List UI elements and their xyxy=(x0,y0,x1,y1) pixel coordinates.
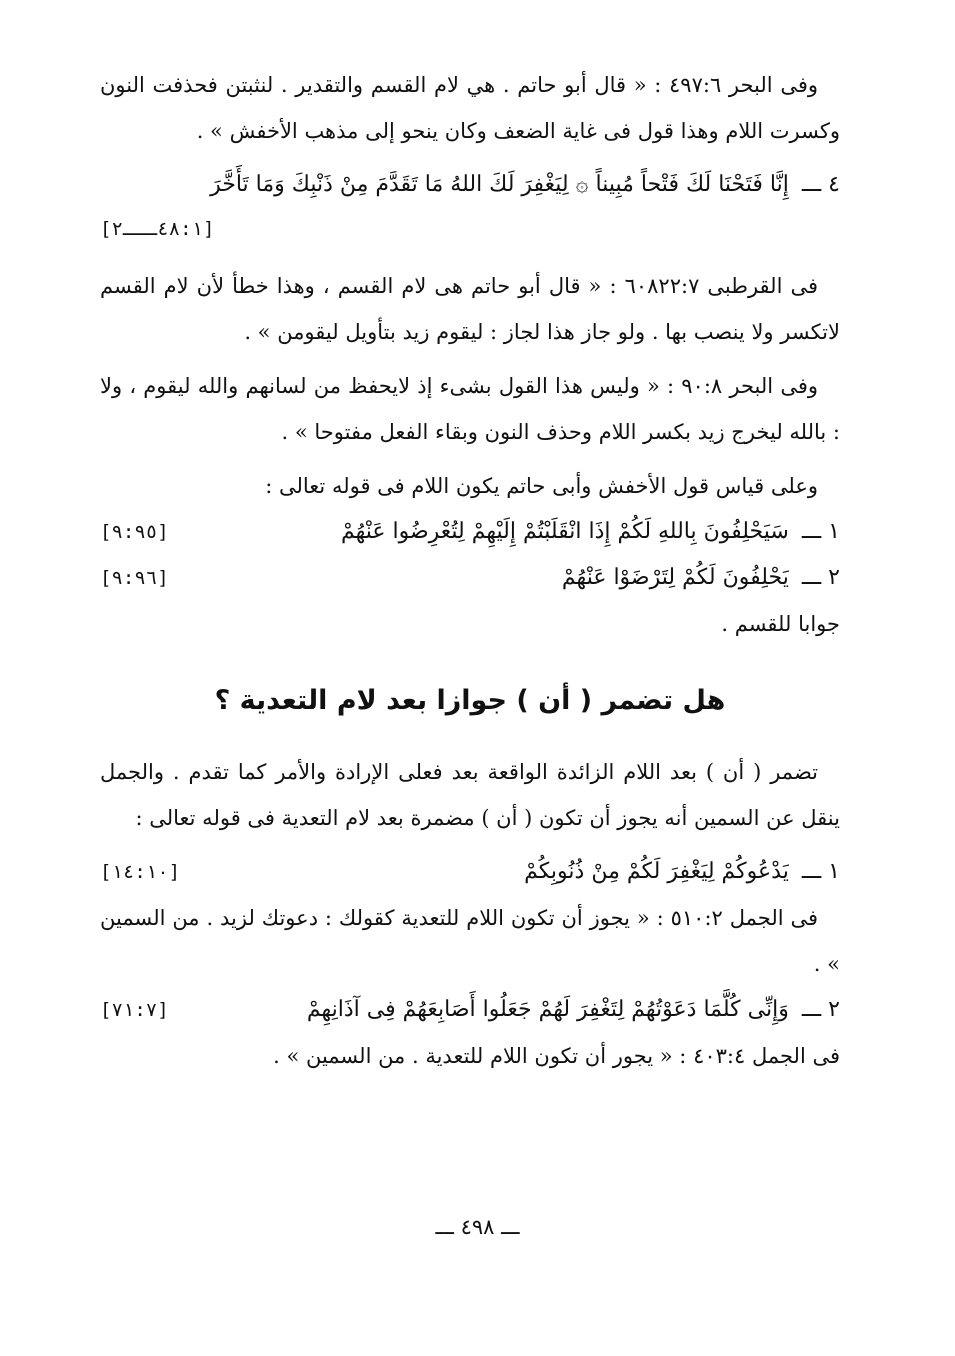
verse-text: سَيَحْلِفُونَ بِاللهِ لَكُمْ إِذَا انْقَلَبْتُمْ إِلَيْهِمْ لِتُعْرِضُوا عَنْهُمْ xyxy=(340,519,789,544)
verse-line xyxy=(341,509,840,555)
verse-text: وَإِنِّى كُلَّمَا دَعَوْتُهُمْ لِتَغْفِرَ لَهُمْ جَعَلُوا أَصَابِعَهُمْ فِى آذَانِهِمْ xyxy=(306,997,789,1022)
verse-reference: [١٤:١٠] xyxy=(100,861,181,883)
paragraph-bahr-1: وفى البحر ٤٩٧:٦ : « قال أبو حاتم . هي لام القسم والتقدير . لنثبتن فحذفت النون وكسرت اللام وهذا قول فى غاية الضعف وكان ينحو إلى مذهب الأخفش » . xyxy=(100,73,840,143)
verse-reference: [٧١:٧] xyxy=(100,999,169,1021)
verse-reference: [٩:٩٦] xyxy=(100,567,169,589)
verse-number: ٤ ـــ xyxy=(801,172,840,197)
verse-71-7 xyxy=(100,987,840,1033)
paragraph-jamal-2: فى الجمل ٤٠٣:٤ : « يجور أن تكون اللام للتعدية . من السمين » . xyxy=(273,1044,840,1068)
verse-line xyxy=(307,987,840,1033)
verse-14-10 xyxy=(100,849,840,895)
verse-number: ١ ـــ xyxy=(801,859,840,884)
verse-line xyxy=(562,555,840,601)
verse-48-1-2 xyxy=(100,162,840,208)
paragraph-bahr-2: وفى البحر ٩٠:٨ : « وليس هذا القول بشىء إذ لايحفظ من لسانهم والله ليقوم ، ولا : بالله ليخرج زيد بكسر اللام وحذف النون وبقاء الفعل مفتوحا » . xyxy=(100,374,840,444)
paragraph-qurtubi: فى القرطبى ٦٠٨٢٢:٧ : « قال أبو حاتم هى لام القسم ، وهذا خطأ لأن لام القسم لاتكسر ولا ينصب بها . ولو جاز هذا لجاز : ليقوم زيد بتأويل ليقومن » . xyxy=(100,274,840,344)
verse-9-95 xyxy=(100,509,840,555)
paragraph-jamal-1: فى الجمل ٥١٠:٢ : « يجوز أن تكون اللام للتعدية كقولك : دعوتك لزيد . من السمين » . xyxy=(100,906,840,976)
verse-number: ٢ ـــ xyxy=(801,997,840,1022)
verse-line xyxy=(524,849,840,895)
section-heading: هل تضمر ( أن ) جوازا بعد لام التعدية ؟ xyxy=(214,685,726,716)
verse-number: ٢ ـــ xyxy=(801,565,840,590)
verse-9-96 xyxy=(100,555,840,601)
verse-reference: [٩:٩٥] xyxy=(100,521,169,543)
paragraph-jawab: جوابا للقسم . xyxy=(721,612,840,636)
verse-text: إِنَّا فَتَحْنَا لَكَ فَتْحاً مُبِيناً ۞ لِيَغْفِرَ لَكَ اللهُ مَا تَقَدَّمَ مِنْ ذَنْبِكَ وَمَا تَأَخَّرَ xyxy=(210,172,789,197)
verse-text: يَحْلِفُونَ لَكُمْ لِتَرْضَوْا عَنْهُمْ xyxy=(561,565,789,590)
verse-line xyxy=(210,162,840,208)
page-number: ـــ ٤٩٨ ـــ xyxy=(435,1215,520,1239)
verse-number: ١ ـــ xyxy=(801,519,840,544)
verse-reference: [٤٨:١ـــ٢] xyxy=(100,218,215,240)
verse-text: يَدْعُوكُمْ لِيَغْفِرَ لَكُمْ مِنْ ذُنُوبِكُمْ xyxy=(524,859,789,884)
paragraph-qiyas: وعلى قياس قول الأخفش وأبى حاتم يكون اللام فى قوله تعالى : xyxy=(265,474,818,498)
page-content xyxy=(100,62,840,1079)
paragraph-tudmar: تضمر ( أن ) بعد اللام الزائدة الواقعة بعد فعلى الإرادة والأمر كما تقدم . والجمل ينقل عن السمين أنه يجوز أن تكون ( أن ) مضمرة بعد لام التعدية فى قوله تعالى : xyxy=(100,760,840,830)
